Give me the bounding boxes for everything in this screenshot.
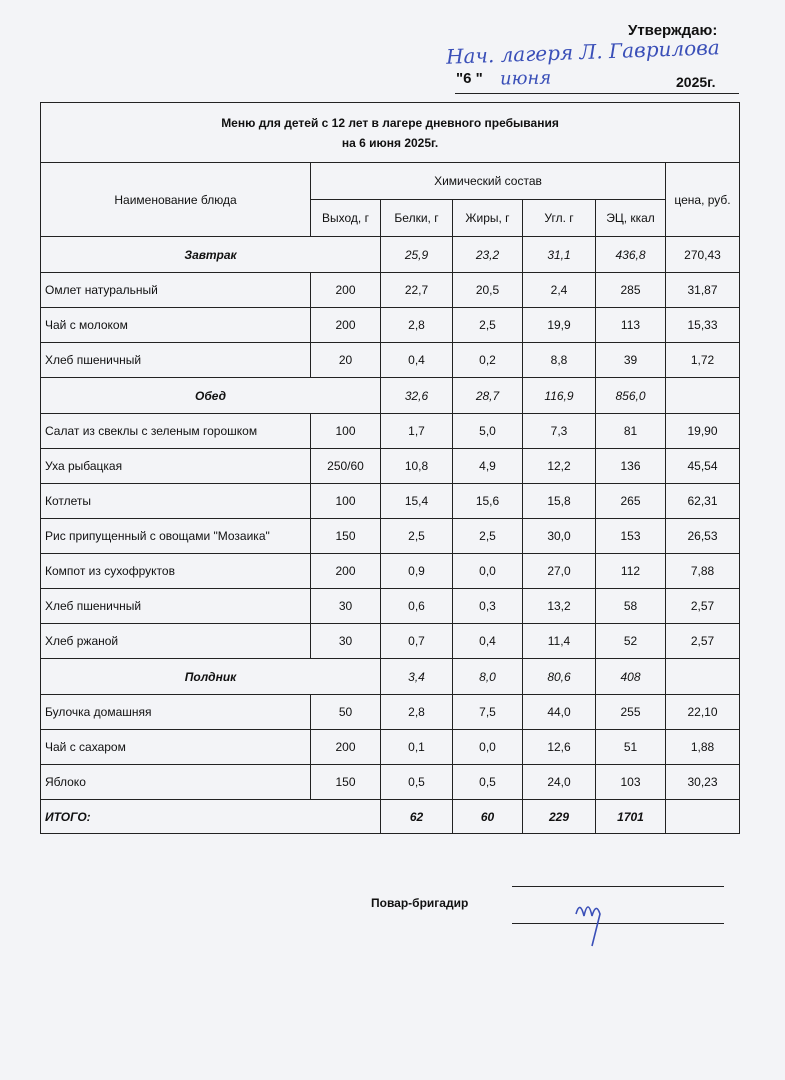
approval-month-handwritten: июня: [499, 67, 552, 90]
dish-name: Хлеб пшеничный: [41, 343, 311, 378]
dish-carb: 19,9: [523, 308, 596, 343]
total-protein: 62: [381, 800, 453, 834]
col-header-fat: Жиры, г: [453, 200, 523, 237]
section-total-protein: 25,9: [381, 237, 453, 273]
menu-item-row: [41, 449, 740, 484]
dish-price: 1,72: [666, 343, 740, 378]
dish-protein: 15,4: [381, 484, 453, 519]
approval-heading: Утверждаю:: [628, 22, 718, 39]
dish-name: Булочка домашняя: [41, 695, 311, 730]
menu-item-row: [41, 624, 740, 659]
menu-item-row: [41, 554, 740, 589]
dish-name: Уха рыбацкая: [41, 449, 311, 484]
dish-energy: 255: [596, 695, 666, 730]
col-header-protein: Белки, г: [381, 200, 453, 237]
col-header-chem: Химический состав: [311, 163, 666, 200]
dish-protein: 0,5: [381, 765, 453, 800]
dish-yield: 20: [311, 343, 381, 378]
dish-yield: 200: [311, 308, 381, 343]
menu-item-row: [41, 730, 740, 765]
dish-carb: 12,2: [523, 449, 596, 484]
dish-protein: 0,1: [381, 730, 453, 765]
approval-year: 2025г.: [676, 74, 716, 90]
section-total-carb: 80,6: [523, 659, 596, 695]
dish-energy: 52: [596, 624, 666, 659]
dish-price: 62,31: [666, 484, 740, 519]
dish-yield: 200: [311, 730, 381, 765]
dish-fat: 15,6: [453, 484, 523, 519]
total-label: ИТОГО:: [41, 800, 381, 834]
dish-fat: 20,5: [453, 273, 523, 308]
dish-name: Котлеты: [41, 484, 311, 519]
dish-price: 26,53: [666, 519, 740, 554]
dish-yield: 200: [311, 554, 381, 589]
dish-name: Компот из сухофруктов: [41, 554, 311, 589]
section-total-fat: 23,2: [453, 237, 523, 273]
dish-energy: 112: [596, 554, 666, 589]
dish-price: 2,57: [666, 624, 740, 659]
col-header-price: цена, руб.: [666, 163, 740, 237]
dish-price: 22,10: [666, 695, 740, 730]
dish-carb: 8,8: [523, 343, 596, 378]
total-row: [41, 800, 740, 834]
dish-name: Чай с молоком: [41, 308, 311, 343]
dish-price: 1,88: [666, 730, 740, 765]
cook-signature-mark: [572, 890, 622, 950]
col-header-energy: ЭЦ, ккал: [596, 200, 666, 237]
menu-item-row: [41, 484, 740, 519]
dish-carb: 13,2: [523, 589, 596, 624]
section-row: [41, 237, 740, 273]
dish-yield: 50: [311, 695, 381, 730]
dish-energy: 136: [596, 449, 666, 484]
dish-fat: 5,0: [453, 414, 523, 449]
dish-carb: 7,3: [523, 414, 596, 449]
dish-name: Хлеб ржаной: [41, 624, 311, 659]
section-total-price: [666, 378, 740, 414]
dish-yield: 30: [311, 624, 381, 659]
dish-price: 19,90: [666, 414, 740, 449]
dish-name: Салат из свеклы с зеленым горошком: [41, 414, 311, 449]
cook-line-top: [512, 886, 724, 887]
dish-carb: 30,0: [523, 519, 596, 554]
dish-carb: 11,4: [523, 624, 596, 659]
menu-item-row: [41, 343, 740, 378]
dish-yield: 100: [311, 484, 381, 519]
dish-protein: 22,7: [381, 273, 453, 308]
menu-item-row: [41, 414, 740, 449]
menu-title: [41, 103, 740, 163]
total-energy: 1701: [596, 800, 666, 834]
menu-table: [40, 102, 740, 834]
menu-item-row: [41, 765, 740, 800]
dish-fat: 0,0: [453, 554, 523, 589]
dish-yield: 100: [311, 414, 381, 449]
dish-fat: 0,0: [453, 730, 523, 765]
section-row: [41, 659, 740, 695]
section-total-energy: 436,8: [596, 237, 666, 273]
dish-fat: 4,9: [453, 449, 523, 484]
dish-protein: 10,8: [381, 449, 453, 484]
dish-carb: 15,8: [523, 484, 596, 519]
dish-fat: 2,5: [453, 308, 523, 343]
dish-name: Омлет натуральный: [41, 273, 311, 308]
dish-carb: 44,0: [523, 695, 596, 730]
section-total-protein: 3,4: [381, 659, 453, 695]
dish-fat: 2,5: [453, 519, 523, 554]
dish-protein: 0,6: [381, 589, 453, 624]
section-total-fat: 8,0: [453, 659, 523, 695]
dish-protein: 0,9: [381, 554, 453, 589]
section-total-energy: 856,0: [596, 378, 666, 414]
dish-fat: 7,5: [453, 695, 523, 730]
dish-protein: 0,7: [381, 624, 453, 659]
dish-protein: 2,8: [381, 695, 453, 730]
dish-protein: 0,4: [381, 343, 453, 378]
dish-price: 30,23: [666, 765, 740, 800]
dish-name: Хлеб пшеничный: [41, 589, 311, 624]
dish-protein: 2,8: [381, 308, 453, 343]
menu-item-row: [41, 308, 740, 343]
col-header-carb: Угл. г: [523, 200, 596, 237]
dish-fat: 0,2: [453, 343, 523, 378]
section-total-protein: 32,6: [381, 378, 453, 414]
approval-day: "6 ": [456, 70, 483, 87]
menu-item-row: [41, 589, 740, 624]
menu-item-row: [41, 695, 740, 730]
dish-carb: 12,6: [523, 730, 596, 765]
dish-fat: 0,3: [453, 589, 523, 624]
dish-energy: 285: [596, 273, 666, 308]
dish-price: 15,33: [666, 308, 740, 343]
menu-title-line2: на 6 июня 2025г.: [341, 135, 439, 150]
section-total-price: [666, 659, 740, 695]
col-header-yield: Выход, г: [311, 200, 381, 237]
dish-fat: 0,5: [453, 765, 523, 800]
dish-energy: 113: [596, 308, 666, 343]
approver-handwritten-signature: Нач. лагеря Л. Гаврилова: [445, 35, 721, 69]
dish-name: Яблоко: [41, 765, 311, 800]
section-name: Завтрак: [41, 237, 381, 273]
dish-energy: 51: [596, 730, 666, 765]
section-name: Полдник: [41, 659, 381, 695]
section-row: [41, 378, 740, 414]
dish-energy: 39: [596, 343, 666, 378]
menu-item-row: [41, 519, 740, 554]
section-total-carb: 116,9: [523, 378, 596, 414]
menu-table-body: [41, 103, 740, 834]
section-total-price: 270,43: [666, 237, 740, 273]
col-header-dish: Наименование блюда: [41, 163, 311, 237]
cook-label: Повар-бригадир: [371, 896, 469, 910]
approval-underline: [455, 93, 739, 94]
dish-energy: 58: [596, 589, 666, 624]
dish-price: 45,54: [666, 449, 740, 484]
dish-price: 31,87: [666, 273, 740, 308]
dish-carb: 2,4: [523, 273, 596, 308]
section-total-carb: 31,1: [523, 237, 596, 273]
dish-fat: 0,4: [453, 624, 523, 659]
total-price: [666, 800, 740, 834]
total-carb: 229: [523, 800, 596, 834]
dish-carb: 27,0: [523, 554, 596, 589]
section-total-fat: 28,7: [453, 378, 523, 414]
dish-yield: 200: [311, 273, 381, 308]
dish-yield: 150: [311, 765, 381, 800]
dish-protein: 2,5: [381, 519, 453, 554]
dish-yield: 150: [311, 519, 381, 554]
dish-protein: 1,7: [381, 414, 453, 449]
dish-name: Чай с сахаром: [41, 730, 311, 765]
dish-energy: 265: [596, 484, 666, 519]
dish-yield: 250/60: [311, 449, 381, 484]
dish-price: 2,57: [666, 589, 740, 624]
dish-yield: 30: [311, 589, 381, 624]
section-name: Обед: [41, 378, 381, 414]
menu-title-line1: Меню для детей с 12 лет в лагере дневного пребывания: [221, 115, 559, 130]
menu-item-row: [41, 273, 740, 308]
dish-name: Рис припущенный с овощами "Мозаика": [41, 519, 311, 554]
total-fat: 60: [453, 800, 523, 834]
dish-energy: 103: [596, 765, 666, 800]
dish-price: 7,88: [666, 554, 740, 589]
dish-carb: 24,0: [523, 765, 596, 800]
dish-energy: 81: [596, 414, 666, 449]
section-total-energy: 408: [596, 659, 666, 695]
dish-energy: 153: [596, 519, 666, 554]
